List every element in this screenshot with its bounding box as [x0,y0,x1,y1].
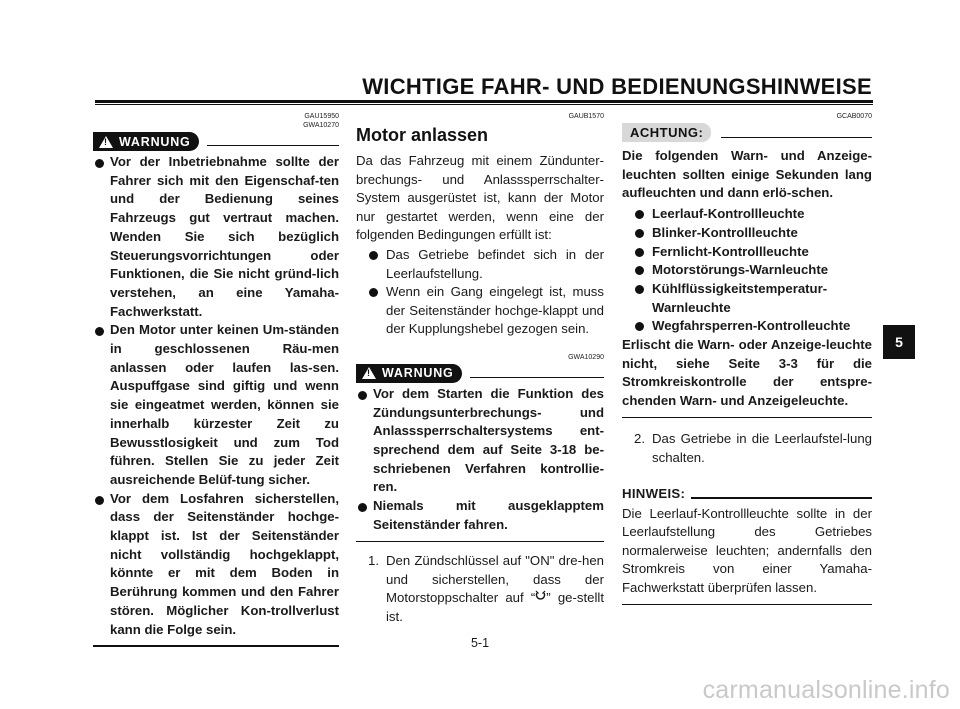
warning-badge [93,132,199,151]
condition-item: Wenn ein Gang eingelegt ist, muss der Seitenständer hochge-klappt und der Kupplungshebel gezogen sein. [356,283,604,339]
warning-label: WARNUNG [382,366,454,381]
header-rule-thin [95,104,873,105]
page-number: 5-1 [470,636,490,650]
step-number: 1. [368,553,379,569]
ref-code: GWA10290 [568,353,604,361]
step-1 [356,552,604,626]
ref-code: GWA10270 [303,122,339,129]
ref-code: GAUB1570 [568,113,604,120]
caution-badge: ACHTUNG: [622,123,711,142]
warning-header [93,132,339,151]
note-text: Die Leerlauf-Kontrollleuchte sollte in der Leerlaufstellung des Getriebes normalerweise leuchten; andernfalls den Stromkreis von einer Yamaha-Fachwerkstatt überprüfen lassen. [622,505,872,595]
warning-header [356,364,604,383]
indicator-item: Kühlflüssigkeitstemperatur-Warnleuchte [622,280,872,317]
warning-item: Den Motor unter keinen Um-ständen in geschlossenen Räu-men anlassen oder laufen las-sen. Auspuffgase sind giftig und wenn sie eingeatmet werden, können sie innerhalb kürzester Zeit zu Bewusstlosigkeit und zum Tod führen. Stellen Sie zu jeder Zeit ausreichende Belüf-tung sicher. [93,321,339,489]
warning-label: WARNUNG [119,134,191,149]
warning-rule [207,145,339,147]
caution-rule [721,137,872,139]
chapter-tab: 5 [883,325,915,359]
note-rule [691,497,872,499]
engine-run-switch-icon [535,589,546,608]
caution-intro: Die folgenden Warn- und Anzeige-leuchten sollten einige Sekunden lang aufleuchten und dann erlö-schen. [622,148,872,201]
warning-item: Vor der Inbetriebnahme sollte der Fahrer sich mit den Eigenschaf-ten und der Bedienung seines Fahrzeugs gut vertraut machen. Wenden Sie sich bezüglich Steuerungsvorrichtungen oder Funktionen, die Sie nicht gründ-lich verstehen, an eine Yamaha-Fachwerkstatt. [93,153,339,321]
step-text: Das Getriebe in die Leerlaufstel-lung schalten. [652,431,872,465]
caution-end-rule [622,417,872,419]
note-label: HINWEIS: [622,485,686,501]
indicator-list [622,205,872,336]
intro-paragraph: Da das Fahrzeug mit einem Zündunter-brechungs- und Anlasssperrschalter-System ausgerüstet ist, kann der Motor nur gestartet werden, wenn eine der folgenden Bedingungen erfüllt ist: [356,153,604,243]
indicator-item: Motorstörungs-Warnleuchte [622,261,872,280]
watermark: carmanualsonline.info [702,676,950,704]
indicator-item: Wegfahrsperren-Kontrolleuchte [622,317,872,336]
warning-item: Vor dem Losfahren sicherstellen, dass der Seitenständer hochge-klappt ist. Ist der Seitenständer nicht vollständig hochgeklappt, könnte er mit dem Boden in Berührung kommen und den Fahrer stören. Möglicher Kon-trollverlust kann die Folge sein. [93,490,339,640]
condition-item: Das Getriebe befindet sich in der Leerlaufstellung. [356,246,604,283]
warning-end-rule [356,541,604,543]
note-header [622,486,872,501]
warning-list [356,385,604,535]
column-left [93,112,339,647]
indicator-item: Fernlicht-Kontrollleuchte [622,243,872,262]
ref-code: GAU15950 [304,113,339,120]
caution-outro: Erlischt die Warn- oder Anzeige-leuchte nicht, siehe Seite 3-3 für die Stromkreiskontrolle der entspre-chenden Warn- und Anzeigeleuchte. [622,337,872,409]
step-number: 2. [634,431,645,447]
indicator-item: Leerlauf-Kontrollleuchte [622,205,872,224]
column-right [622,112,872,605]
page-title: WICHTIGE FAHR- UND BEDIENUNGSHINWEISE [362,74,872,99]
condition-list [356,246,604,339]
warning-triangle-icon: ! [99,136,113,148]
header-rule [95,100,873,103]
warning-triangle-icon: ! [362,367,376,379]
warning-item: Vor dem Starten die Funktion des Zündungsunterbrechungs- und Anlasssperrschaltersystems ent-sprechend dem auf Seite 3-18 be-schriebenen Verfahren kontrollie-ren. [356,385,604,497]
warning-list [93,153,339,639]
note-end-rule [622,604,872,606]
ref-code: GCAB0070 [836,113,872,120]
step-2 [622,430,872,467]
indicator-item: Blinker-Kontrollleuchte [622,224,872,243]
warning-item: Niemals mit ausgeklapptem Seitenständer fahren. [356,497,604,534]
caution-header [622,123,872,142]
section-heading: Motor anlassen [356,125,489,145]
warning-badge [356,364,462,383]
step-text-start: Den Zündschlüssel auf "ON" dre-hen und sicherstellen, dass der Motorstoppschalter auf “ [386,553,604,606]
warning-rule [470,377,604,379]
step-text-end: ” ge-stellt ist. [386,590,605,624]
column-middle [356,112,604,626]
warning-end-rule [93,645,339,647]
